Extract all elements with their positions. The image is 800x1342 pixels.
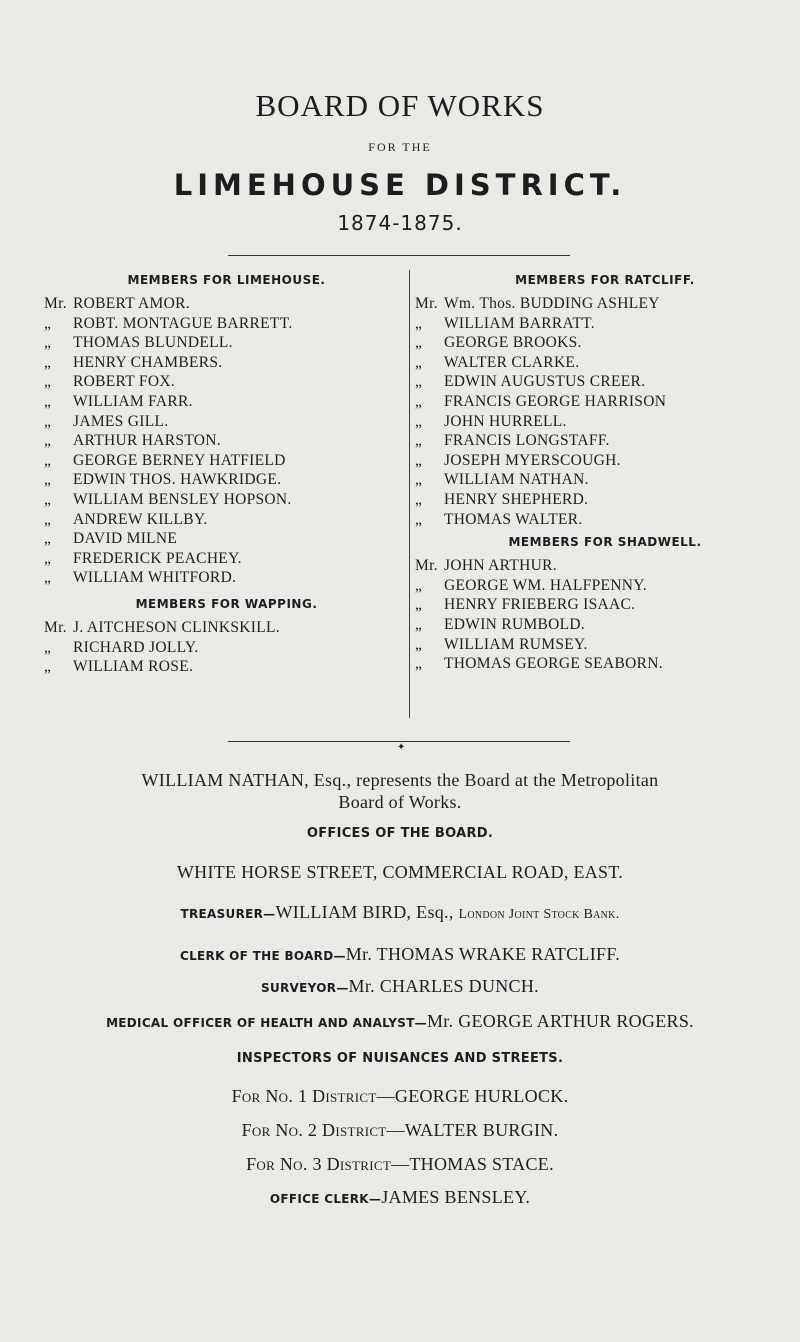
member-name: GEORGE BROOKS. [444,334,582,352]
member-name: THOMAS BLUNDELL. [73,334,233,352]
member-prefix: „ [415,635,423,653]
member-prefix: „ [415,510,423,528]
treasurer-name: WILLIAM BIRD, Esq., [275,902,459,922]
district-title: LIMEHOUSE DISTRICT. [173,168,627,202]
member-name: JOSEPH MYERSCOUGH. [444,451,621,469]
member-name: EDWIN THOS. HAWKRIDGE. [73,471,282,489]
member-name: EDWIN RUMBOLD. [444,615,586,633]
member-prefix: „ [44,638,52,656]
office-clerk-name: JAMES BENSLEY. [381,1187,531,1207]
member-prefix: „ [44,471,52,489]
member-name: WILLIAM BENSLEY HOPSON. [73,490,292,508]
medical-officer-line [0,1011,800,1032]
member-name: DAVID MILNE [73,530,178,548]
member-name: WALTER CLARKE. [444,353,580,371]
member-prefix: „ [415,432,423,450]
member-prefix: „ [415,576,423,594]
ratcliff-member-row [415,470,795,490]
years-text: 1874-1875. [337,211,463,235]
surveyor-line [0,976,800,997]
member-prefix: „ [44,412,52,430]
shadwell-members [415,556,795,674]
limehouse-member-row [44,372,409,392]
inspector-line-1 [0,1086,800,1107]
member-prefix: „ [44,510,52,528]
member-name: ARTHUR HARSTON. [73,432,221,450]
limehouse-member-row [44,431,409,451]
treasurer-line [0,902,800,923]
member-name: GEORGE BERNEY HATFIELD [73,451,286,469]
member-name: WILLIAM ROSE. [73,658,194,676]
limehouse-member-row [44,392,409,412]
member-prefix: „ [44,373,52,391]
shadwell-member-row [415,654,795,674]
member-name: HENRY CHAMBERS. [73,353,223,371]
member-name: WILLIAM RUMSEY. [444,635,588,653]
member-name: ROBERT AMOR. [73,295,190,312]
surveyor-label: SURVEYOR— [261,981,349,995]
clerk-name: Mr. THOMAS WRAKE RATCLIFF. [345,944,620,964]
left-column [44,270,409,677]
member-prefix: Mr. [44,618,67,636]
ratcliff-member-row [415,353,795,373]
member-prefix: „ [44,658,52,676]
limehouse-member-row [44,510,409,530]
inspector-district-1: For No. 1 District— [231,1086,395,1106]
member-name: ANDREW KILLBY. [73,510,208,528]
ratcliff-member-row [415,333,795,353]
member-prefix: „ [44,314,52,332]
inspector-name-2: WALTER BURGIN. [404,1120,559,1140]
column-divider [409,270,410,718]
medical-name: Mr. GEORGE ARTHUR ROGERS. [426,1011,694,1031]
member-prefix: „ [415,314,423,332]
shadwell-member-row [415,576,795,596]
member-name: FREDERICK PEACHEY. [73,549,242,567]
member-prefix: „ [44,490,52,508]
member-name: JAMES GILL. [73,412,169,430]
wapping-member-row [44,638,409,658]
ratcliff-member-row [415,392,795,412]
member-name: EDWIN AUGUSTUS CREER. [444,373,646,391]
member-prefix: „ [44,569,52,587]
ratcliff-heading: MEMBERS FOR RATCLIFF. [515,273,695,287]
member-name: THOMAS GEORGE SEABORN. [444,655,663,673]
member-name: HENRY FRIEBERG ISAAC. [444,596,636,614]
limehouse-members [44,294,409,588]
member-name: J. AITCHESON CLINKSKILL. [73,618,280,636]
member-prefix: „ [415,490,423,508]
ornament-icon: ✦ [397,742,406,753]
member-name: FRANCIS GEORGE HARRISON [444,392,667,410]
member-name: JOHN ARTHUR. [444,557,557,575]
office-clerk-line [0,1187,800,1208]
ratcliff-member-row [415,412,795,432]
member-name: WILLIAM FARR. [73,392,193,410]
member-prefix: „ [415,471,423,489]
member-name: GEORGE WM. HALFPENNY. [444,576,647,594]
clerk-label: CLERK OF THE BOARD— [180,949,346,963]
ratcliff-member-row [415,294,795,314]
shadwell-member-row [415,615,795,635]
member-prefix: „ [44,334,52,352]
member-prefix: Mr. [415,557,438,575]
ratcliff-members [415,294,795,529]
limehouse-member-row [44,314,409,334]
clerk-line [0,944,800,965]
member-prefix: „ [44,392,52,410]
member-name: THOMAS WALTER. [444,510,583,528]
document-title: BOARD OF WORKS [255,88,545,123]
limehouse-heading: MEMBERS FOR LIMEHOUSE. [127,273,326,287]
member-name: WILLIAM WHITFORD. [73,569,237,587]
inspector-line-2 [0,1120,800,1141]
limehouse-member-row [44,353,409,373]
member-prefix: „ [415,412,423,430]
offices-address: WHITE HORSE STREET, COMMERCIAL ROAD, EAST. [176,862,624,882]
shadwell-member-row [415,595,795,615]
member-name: ROBERT FOX. [73,373,175,391]
ratcliff-member-row [415,510,795,530]
member-prefix: „ [44,549,52,567]
inspector-district-2: For No. 2 District— [241,1120,405,1140]
right-column [415,270,795,674]
member-prefix: „ [44,353,52,371]
member-name: JOHN HURRELL. [444,412,567,430]
inspectors-heading: INSPECTORS OF NUISANCES AND STREETS. [236,1051,564,1066]
member-name: WILLIAM BARRATT. [444,314,595,332]
inspector-line-3 [0,1154,800,1175]
top-rule [228,255,570,256]
limehouse-member-row [44,568,409,588]
treasurer-bank: London Joint Stock Bank. [458,907,620,922]
ratcliff-member-row [415,372,795,392]
wapping-member-row [44,618,409,638]
member-prefix: „ [415,615,423,633]
limehouse-member-row [44,470,409,490]
limehouse-member-row [44,412,409,432]
ratcliff-member-row [415,490,795,510]
offices-heading: OFFICES OF THE BOARD. [306,826,494,841]
wapping-member-row [44,657,409,677]
inspector-name-3: THOMAS STACE. [409,1154,554,1174]
member-name: RICHARD JOLLY. [73,638,199,656]
member-name: WILLIAM NATHAN. [444,471,589,489]
member-prefix: „ [44,432,52,450]
member-name: ROBT. MONTAGUE BARRETT. [73,314,293,332]
member-prefix: „ [44,451,52,469]
shadwell-heading: MEMBERS FOR SHADWELL. [508,535,702,550]
member-prefix: „ [415,451,423,469]
ratcliff-member-row [415,451,795,471]
limehouse-member-row [44,529,409,549]
member-prefix: „ [44,530,52,548]
limehouse-member-row [44,451,409,471]
shadwell-member-row [415,556,795,576]
surveyor-name: Mr. CHARLES DUNCH. [348,976,539,996]
medical-label: MEDICAL OFFICER OF HEALTH AND ANALYST— [106,1016,427,1030]
member-prefix: „ [415,392,423,410]
member-prefix: Mr. [44,295,67,312]
wapping-members [44,618,409,677]
for-the-text: FOR THE [368,140,432,154]
member-prefix: „ [415,353,423,371]
limehouse-member-row [44,333,409,353]
inspector-district-3: For No. 3 District— [246,1154,410,1174]
limehouse-member-row [44,490,409,510]
member-prefix: Mr. [415,295,438,312]
limehouse-member-row [44,294,409,314]
member-prefix: „ [415,655,423,673]
member-prefix: „ [415,596,423,614]
member-prefix: „ [415,334,423,352]
metropolitan-line-2: Board of Works. [338,792,462,812]
treasurer-label: TREASURER— [180,907,276,921]
member-name: FRANCIS LONGSTAFF. [444,432,610,450]
shadwell-member-row [415,635,795,655]
ratcliff-member-row [415,314,795,334]
limehouse-member-row [44,549,409,569]
inspector-name-1: GEORGE HURLOCK. [394,1086,569,1106]
member-prefix: „ [415,373,423,391]
member-name: HENRY SHEPHERD. [444,490,589,508]
wapping-heading: MEMBERS FOR WAPPING. [135,596,318,611]
member-name: Wm. Thos. BUDDING ASHLEY [444,295,660,312]
ratcliff-member-row [415,431,795,451]
office-clerk-label: OFFICE CLERK— [269,1192,382,1206]
metropolitan-line-1: WILLIAM NATHAN, Esq., represents the Board at the Metropolitan [141,770,659,790]
